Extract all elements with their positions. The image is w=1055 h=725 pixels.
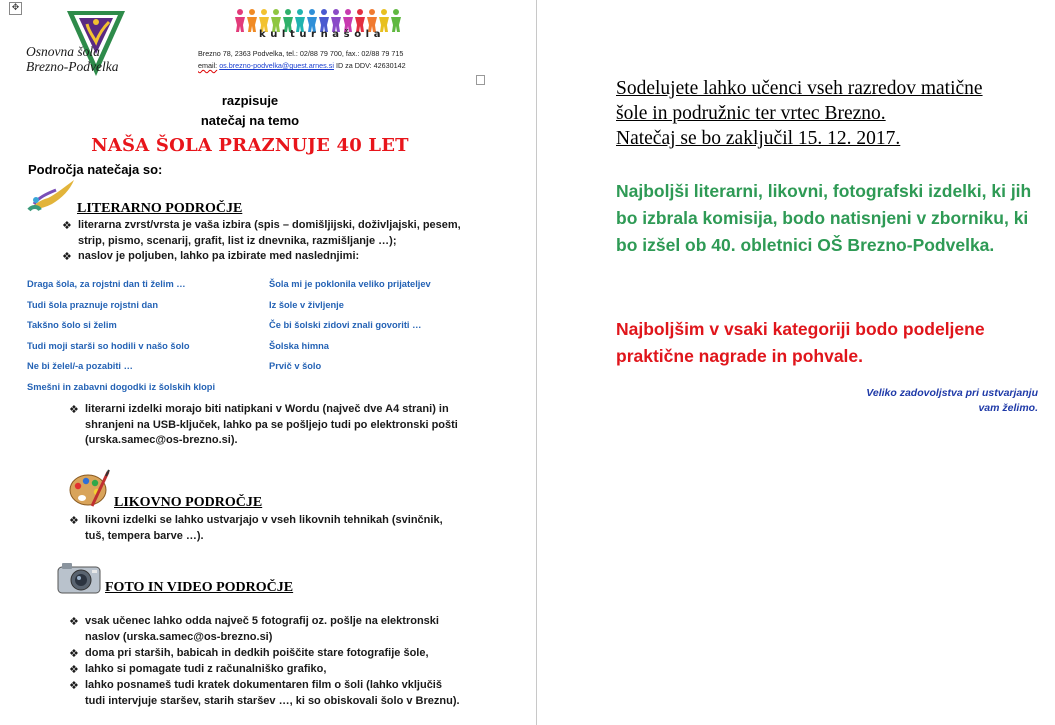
art-bullet-1: ❖ likovni izdelki se lahko ustvarjajo v vseh likovnih tehnikah (svinčnik, tuš, tempera barve …). — [69, 514, 443, 542]
photo-bullet-3: ❖ lahko si pomagate tudi z računalniško grafiko, — [69, 663, 327, 676]
literary-bullet-1: ❖ literarna zvrst/vrsta je vaša izbira (spis – domišljijski, doživljajski, pesem, strip, pismo, scenarij, grafit, list iz dnevnika, razmišljanje …); — [62, 219, 461, 247]
school-address: Brezno 78, 2363 Podvelka, tel.: 02/88 79 700, fax.: 02/88 79 715 — [198, 49, 404, 58]
bullet-icon: ❖ — [69, 403, 79, 416]
topic-left-2: Tudi šola praznuje rojstni dan — [27, 300, 159, 310]
topic-left-1: Draga šola, za rojstni dan ti želim … — [27, 279, 186, 289]
right-red-paragraph: Najboljšim v vsaki kategoriji bodo podeljene praktične nagrade in pohvale. — [616, 319, 985, 366]
table-resize-handle-icon[interactable] — [476, 75, 485, 85]
table-move-handle-icon[interactable]: ✥ — [9, 2, 22, 15]
bullet-icon: ❖ — [69, 679, 79, 692]
topic-right-4: Šolska himna — [269, 341, 329, 351]
bullet-icon: ❖ — [62, 219, 72, 232]
right-line-2: šole in podružnic ter vrtec Brezno. — [616, 103, 886, 124]
school-logo-line1: Osnovna šola — [26, 44, 100, 59]
school-email-line — [198, 61, 406, 70]
camera-icon — [56, 561, 102, 595]
art-title: LIKOVNO PODROČJE — [114, 495, 263, 510]
topic-left-6: Smešni in zabavni dogodki iz šolskih klopi — [27, 382, 216, 392]
literary-bullet-2: ❖ naslov je poljuben, lahko pa izbirate med naslednjimi: — [62, 250, 360, 263]
photo-bullet-1: ❖ vsak učenec lahko odda največ 5 fotografij oz. pošlje na elektronski naslov (urska.samec@os-brezno.si) — [69, 615, 439, 643]
photo-bullet-4: ❖ lahko posnameš tudi kratek dokumentaren film o šoli (lahko vključiš tudi intervjuje staršev, starih staršev …, ki so obiskovali šolo v Breznu). — [69, 679, 460, 707]
palette-icon — [68, 468, 110, 508]
literary-title: LITERARNO PODROČJE — [77, 201, 243, 216]
literary-bullet-3: ❖ literarni izdelki morajo biti natipkani v Wordu (največ dve A4 strani) in shranjeni na USB-ključek, lahko pa se pošljejo tudi po elektronski pošti (urska.samec@os-brezno.si). — [69, 403, 458, 446]
bullet-icon: ❖ — [69, 647, 79, 660]
email-label: email: — [198, 61, 218, 70]
topic-left-4: Tudi moji starši so hodili v našo šolo — [27, 341, 190, 351]
topic-left-5: Ne bi želel/-a pozabiti … — [27, 361, 133, 371]
school-logo-line2: Brezno-Podvelka — [26, 59, 119, 74]
topic-right-5: Prvič v šolo — [269, 361, 322, 371]
bullet-icon: ❖ — [69, 615, 79, 628]
photo-title: FOTO IN VIDEO PODROČJE — [105, 580, 294, 595]
closing-line-1: Veliko zadovoljstva pri ustvarjanju — [866, 387, 1038, 399]
topic-right-3: Če bi šolski zidovi znali govoriti … — [269, 320, 422, 330]
intro-natecaj: natečaj na temo — [200, 113, 300, 128]
topic-left-3: Takšno šolo si želim — [27, 320, 117, 330]
right-green-paragraph: Najboljši literarni, likovni, fotografski izdelki, ki jih bo izbrala komisija, bodo natisnjeni v zborniku, ki bo izšel ob 40. obletnici OŠ Brezno-Podvelka. — [616, 181, 1032, 255]
bullet-icon: ❖ — [69, 663, 79, 676]
contest-title: NAŠA ŠOLA PRAZNUJE 40 LET — [91, 135, 409, 156]
areas-label: Področja natečaja so: — [28, 162, 163, 177]
bullet-icon: ❖ — [62, 250, 72, 263]
closing-line-2: vam želimo. — [978, 402, 1038, 414]
topic-right-2: Iz šole v življenje — [269, 300, 344, 310]
kulturna-sola-logo — [232, 8, 412, 46]
right-line-1: Sodelujete lahko učenci vseh razredov matične — [616, 78, 983, 99]
ddv-number: ID za DDV: 42630142 — [335, 61, 406, 70]
right-line-3: Natečaj se bo zaključil 15. 12. 2017. — [616, 128, 901, 149]
quill-icon — [26, 178, 78, 214]
intro-razpisuje: razpisuje — [221, 93, 279, 108]
kulturna-sola-text: kulturnašola — [258, 29, 386, 40]
photo-bullet-2: ❖ doma pri starših, babicah in dedkih poiščite stare fotografije šole, — [69, 647, 429, 660]
topic-right-1: Šola mi je poklonila veliko prijateljev — [269, 279, 431, 289]
email-link[interactable]: os.brezno-podvelka@guest.arnes.si — [219, 61, 334, 70]
bullet-icon: ❖ — [69, 514, 79, 527]
